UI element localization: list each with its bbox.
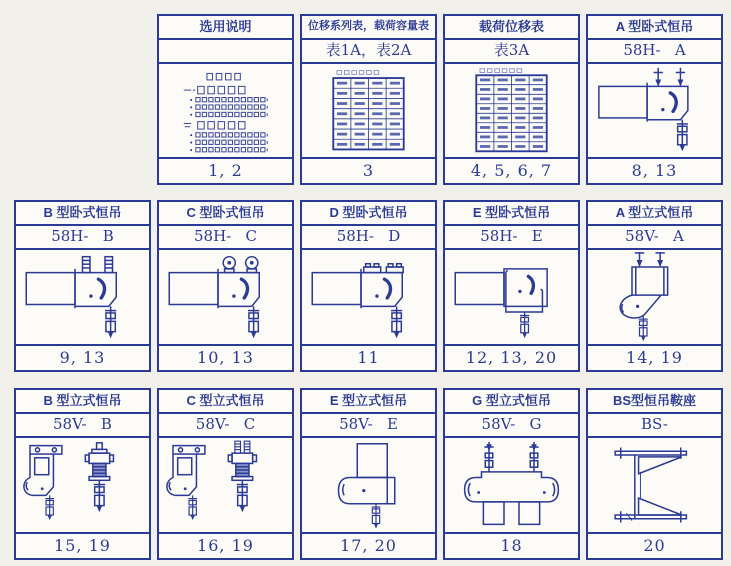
cell-58v-c xyxy=(157,388,294,560)
mini-table-1a-2a xyxy=(302,64,435,157)
cell-subtitle: 58V- E xyxy=(302,414,435,438)
cell-58v-b xyxy=(14,388,151,560)
cell-title: 载荷位移表 xyxy=(445,16,578,40)
cell-subtitle: BS- xyxy=(588,414,721,438)
diagram-58v-c xyxy=(159,438,292,532)
diagram-58h-c xyxy=(159,250,292,344)
cell-title: A 型立式恒吊 xyxy=(588,202,721,226)
cell-title: B 型卧式恒吊 xyxy=(16,202,149,226)
cell-subtitle xyxy=(159,40,292,64)
diagram-58v-a xyxy=(588,250,721,344)
cell-title: E 型立式恒吊 xyxy=(302,390,435,414)
cell-58h-a xyxy=(586,14,723,185)
cell-subtitle: 表3A xyxy=(445,40,578,64)
cell-pages: 18 xyxy=(445,532,578,558)
cell-58h-d xyxy=(300,200,437,372)
diagram-58v-g xyxy=(445,438,578,532)
cell-pages: 12, 13, 20 xyxy=(445,344,578,370)
selection-notes-text-block xyxy=(159,64,292,157)
cell-pages: 9, 13 xyxy=(16,344,149,370)
diagram-58v-e xyxy=(302,438,435,532)
cell-title: BS型恒吊鞍座 xyxy=(588,390,721,414)
cell-pages: 17, 20 xyxy=(302,532,435,558)
diagram-bs-saddle xyxy=(588,438,721,532)
cell-title: E 型卧式恒吊 xyxy=(445,202,578,226)
cell-subtitle: 58V- C xyxy=(159,414,292,438)
mini-table-3a xyxy=(445,64,578,157)
cell-pages: 16, 19 xyxy=(159,532,292,558)
cell-subtitle: 58H- D xyxy=(302,226,435,250)
cell-title: D 型卧式恒吊 xyxy=(302,202,435,226)
cell-58v-g xyxy=(443,388,580,560)
cell-subtitle: 58H- B xyxy=(16,226,149,250)
cell-pages: 4, 5, 6, 7 xyxy=(445,157,578,183)
cell-title: G 型立式恒吊 xyxy=(445,390,578,414)
cell-58h-e xyxy=(443,200,580,372)
cell-bs-saddle xyxy=(586,388,723,560)
cell-58h-c xyxy=(157,200,294,372)
diagram-58h-a xyxy=(588,64,721,157)
cell-pages: 15, 19 xyxy=(16,532,149,558)
cell-table-1a-2a xyxy=(300,14,437,185)
cell-pages: 14, 19 xyxy=(588,344,721,370)
cell-subtitle: 58V- G xyxy=(445,414,578,438)
cell-title: 选用说明 xyxy=(159,16,292,40)
cell-selection-notes xyxy=(157,14,294,185)
cell-subtitle: 58V- A xyxy=(588,226,721,250)
cell-title: B 型立式恒吊 xyxy=(16,390,149,414)
diagram-58h-e xyxy=(445,250,578,344)
cell-title: C 型卧式恒吊 xyxy=(159,202,292,226)
cell-pages: 11 xyxy=(302,344,435,370)
cell-subtitle: 表1A，表2A xyxy=(302,40,435,64)
cell-pages: 10, 13 xyxy=(159,344,292,370)
cell-subtitle: 58H- A xyxy=(588,40,721,64)
cell-subtitle: 58H- C xyxy=(159,226,292,250)
cell-title: 位移系列表，载荷容量表 xyxy=(302,16,435,40)
diagram-58h-d xyxy=(302,250,435,344)
cell-subtitle: 58H- E xyxy=(445,226,578,250)
cell-title: A 型卧式恒吊 xyxy=(588,16,721,40)
diagram-58v-b xyxy=(16,438,149,532)
cell-pages: 8, 13 xyxy=(588,157,721,183)
diagram-58h-b xyxy=(16,250,149,344)
cell-subtitle: 58V- B xyxy=(16,414,149,438)
cell-pages: 3 xyxy=(302,157,435,183)
cell-pages: 1, 2 xyxy=(159,157,292,183)
cell-pages: 20 xyxy=(588,532,721,558)
cell-58h-b xyxy=(14,200,151,372)
cell-58v-e xyxy=(300,388,437,560)
cell-58v-a xyxy=(586,200,723,372)
cell-title: C 型立式恒吊 xyxy=(159,390,292,414)
cell-table-3a xyxy=(443,14,580,185)
